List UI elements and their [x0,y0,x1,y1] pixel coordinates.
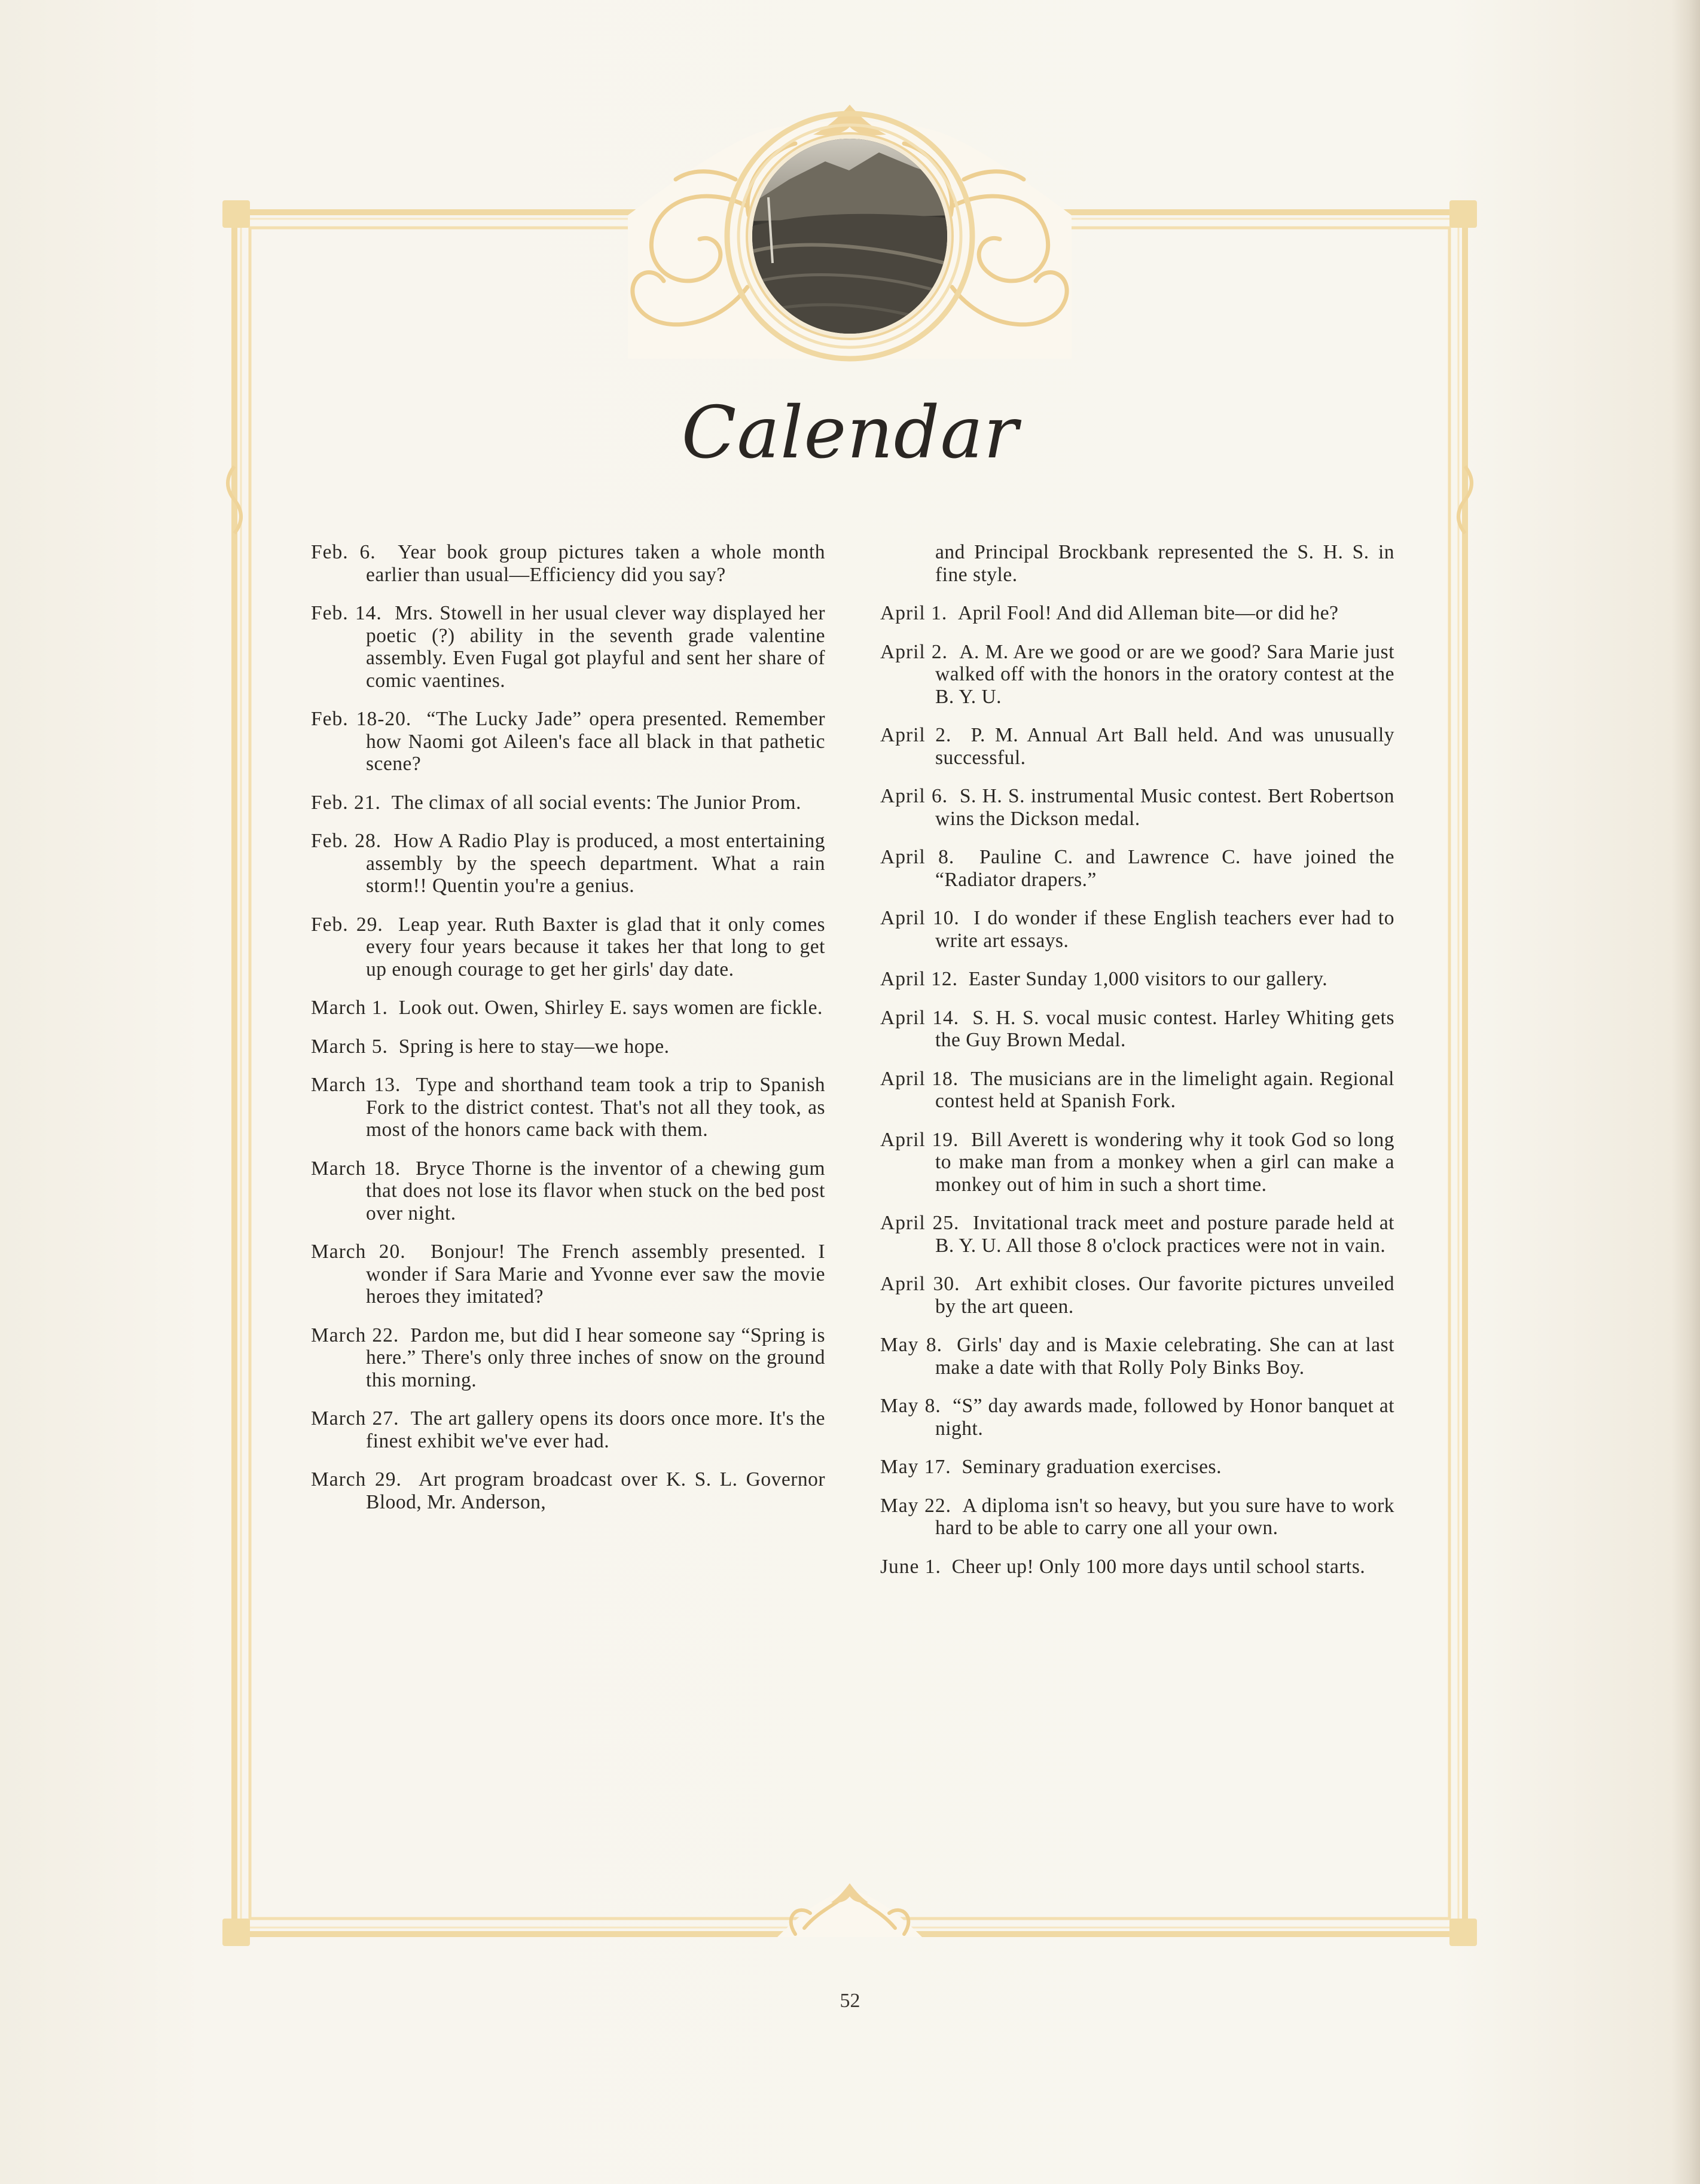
entry-date: March 1. [311,997,388,1019]
entry-date: Feb. 28. [311,830,382,852]
entry-date: March 29. [311,1468,402,1490]
entry-text: “S” day awards made, followed by Honor banquet at night. [935,1395,1395,1440]
calendar-entry [880,1212,1394,1257]
entry-text: Bonjour! The French assembly presented. I wonder if Sara Marie and Yvonne ever saw the movie heroes they imitated? [366,1241,826,1308]
calendar-entry [880,724,1394,769]
entry-text: Bill Averett is wondering why it took God so long to make man from a monkey when a girl can make a monkey out of him in such a short time. [935,1128,1394,1196]
entry-text: The musicians are in the limelight again. Regional contest held at Spanish Fork. [935,1067,1394,1112]
calendar-entry [880,1456,1394,1479]
calendar-entry [880,846,1394,891]
calendar-entry [311,541,825,586]
entry-date: April 25. [880,1212,960,1234]
entry-text: A. M. Are we good or are we good? Sara Marie just walked off with the honors in the oratory contest at the B. Y. U. [935,640,1395,708]
calendar-entry [311,1468,825,1513]
entry-text: April Fool! And did Alleman bite—or did he? [957,602,1339,624]
entry-text: How A Radio Play is produced, a most entertaining assembly by the speech department. What a rain storm!! Quentin you're a genius. [366,830,826,897]
bottom-ornament [777,1883,922,1937]
entry-text: Mrs. Stowell in her usual clever way displayed her poetic (?) ability in the seventh grade valentine assembly. Even Fugal got playful and sent her share of comic vaentines. [366,602,826,692]
calendar-entry-continuation: and Principal Brockbank represented the S. H. S. in fine style. [935,541,1394,586]
entry-text: Look out. Owen, Shirley E. says women are fickle. [398,997,823,1019]
entry-text: Type and shorthand team took a trip to Spanish Fork to the district contest. That's not all they took, as most of the honors came back with them. [366,1074,825,1141]
calendar-entry [880,1495,1394,1540]
entry-date: April 8. [880,846,955,868]
entry-date: April 30. [880,1273,960,1295]
entry-date: March 13. [311,1074,401,1096]
entry-date: March 27. [311,1407,399,1429]
entry-date: March 18. [311,1157,401,1180]
entry-text: Art exhibit closes. Our favorite pictures unveiled by the art queen. [935,1273,1395,1318]
entry-date: March 5. [311,1035,388,1058]
entry-date: April 14. [880,1006,960,1029]
entry-date: May 22. [880,1494,952,1517]
calendar-entry [311,1036,825,1058]
entry-date: Feb. 21. [311,791,381,814]
calendar-entry [311,1157,825,1225]
calendar-entry [880,968,1394,991]
entry-text: P. M. Annual Art Ball held. And was unusually successful. [935,724,1394,769]
entry-text: I do wonder if these English teachers ever had to write art essays. [935,907,1394,952]
entry-text: Year book group pictures taken a whole month earlier than usual—Efficiency did you say? [366,541,825,586]
entry-date: May 17. [880,1456,951,1478]
entry-text: S. H. S. instrumental Music contest. Bert Robertson wins the Dickson medal. [935,785,1395,830]
entry-date: April 1. [880,602,948,624]
calendar-entry [880,641,1394,708]
calendar-entries-right [880,602,1394,1578]
calendar-entry [311,1241,825,1308]
calendar-entry [311,1324,825,1392]
entry-date: April 19. [880,1128,959,1151]
calendar-entry [311,792,825,814]
entry-text: Cheer up! Only 100 more days until school starts. [951,1555,1366,1578]
entry-text: Spring is here to stay—we hope. [398,1035,670,1058]
entry-text: “The Lucky Jade” opera presented. Remember how Naomi got Aileen's face all black in that pathetic scene? [366,708,825,775]
entry-date: Feb. 29. [311,913,383,936]
entry-text: Art program broadcast over K. S. L. Governor Blood, Mr. Anderson, [366,1468,826,1513]
entry-date: April 2. [880,640,948,663]
calendar-entry [311,830,825,897]
calendar-entry [880,1556,1394,1578]
entry-date: April 6. [880,785,948,807]
calendar-entry [880,907,1394,952]
entry-date: April 10. [880,907,960,929]
entry-date: May 8. [880,1395,941,1417]
entry-text: Bryce Thorne is the inventor of a chewing gum that does not lose its flavor when stuck on the bed post over night. [366,1157,826,1224]
calendar-column-right [880,541,1394,1594]
calendar-entry [880,785,1394,830]
entry-date: May 8. [880,1334,943,1356]
entry-date: June 1. [880,1555,941,1578]
entry-text: The climax of all social events: The Junior Prom. [391,791,801,814]
calendar-entry [311,1074,825,1141]
entry-text: Easter Sunday 1,000 visitors to our gallery. [968,968,1328,990]
page-title: Calendar [681,392,1019,475]
entry-text: Seminary graduation exercises. [962,1456,1222,1478]
calendar-entry [880,1273,1394,1318]
entry-date: Feb. 14. [311,602,382,624]
entry-date: April 18. [880,1067,959,1090]
page-number: 52 [840,1990,860,2012]
entry-date: April 12. [880,968,958,990]
entry-date: April 2. [880,724,952,746]
entry-text: Leap year. Ruth Baxter is glad that it only comes every four years because it takes her that long to get up enough courage to get her girls' day date. [366,913,826,980]
calendar-entry [311,997,825,1019]
entry-date: Feb. 6. [311,541,376,563]
entry-text: A diploma isn't so heavy, but you sure have to work hard to be able to carry one all your own. [935,1494,1395,1539]
entry-date: Feb. 18-20. [311,708,412,730]
entry-text: S. H. S. vocal music contest. Harley Whiting gets the Guy Brown Medal. [935,1006,1395,1051]
calendar-entry [880,1129,1394,1196]
calendar-entry [880,1068,1394,1113]
calendar-column-left [311,541,825,1529]
entry-text: Pauline C. and Lawrence C. have joined the “Radiator drapers.” [935,846,1395,891]
entry-text: Girls' day and is Maxie celebrating. She can at last make a date with that Rolly Poly Binks Boy. [935,1334,1394,1379]
entry-text: Invitational track meet and posture parade held at B. Y. U. All those 8 o'clock practices were not in vain. [935,1212,1394,1257]
calendar-entry [880,1334,1394,1379]
calendar-entry [880,1395,1394,1440]
entry-date: March 20. [311,1241,406,1263]
calendar-entry [311,602,825,692]
entry-date: March 22. [311,1324,399,1346]
calendar-entry [880,1007,1394,1052]
calendar-entry [311,914,825,981]
entry-text: The art gallery opens its doors once more. It's the finest exhibit we've ever had. [366,1407,825,1452]
entry-text: Pardon me, but did I hear someone say “Spring is here.” There's only three inches of snow on the ground this morning. [366,1324,826,1391]
calendar-entry [880,602,1394,625]
calendar-entry [311,1407,825,1452]
calendar-entry [311,708,825,775]
